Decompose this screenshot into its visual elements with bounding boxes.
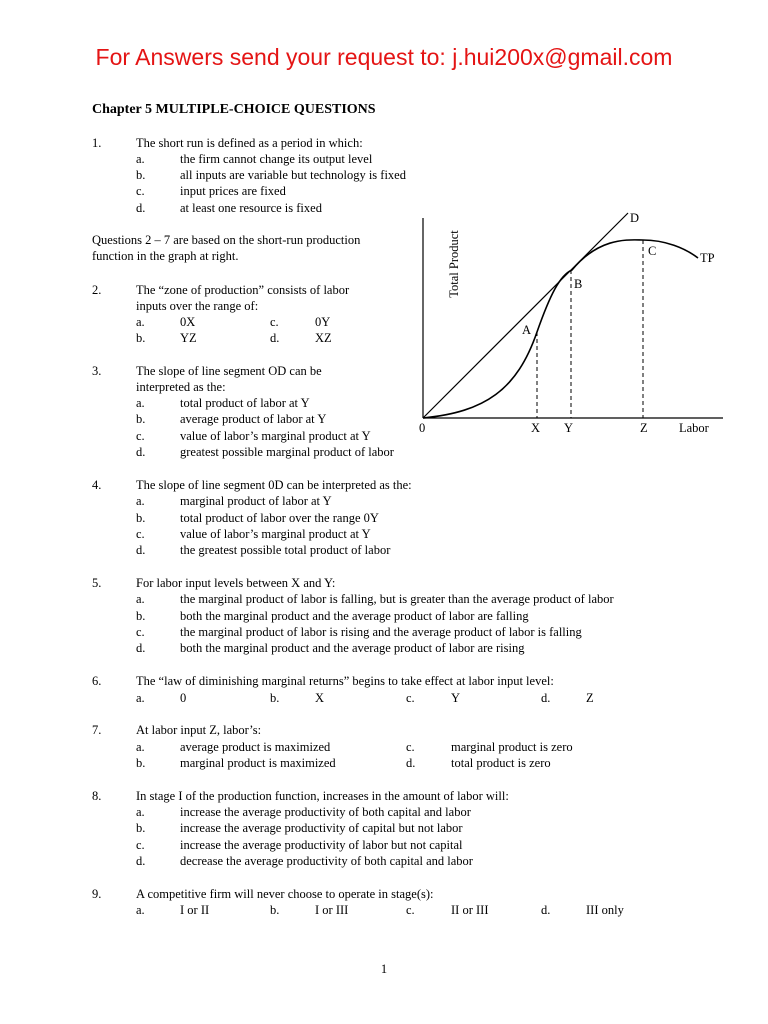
question-number: 5.: [92, 576, 102, 590]
option-c: value of labor’s marginal product at Y: [180, 527, 371, 541]
point-b-label: B: [574, 277, 583, 291]
option-letter: d.: [136, 641, 146, 655]
option-c: input prices are fixed: [180, 184, 286, 198]
option-b: total product of labor over the range 0Y: [180, 511, 379, 525]
option-letter: b.: [136, 412, 146, 426]
option-a: I or II: [180, 903, 210, 917]
option-a: 0X: [180, 315, 196, 329]
option-letter: c.: [270, 315, 279, 329]
option-c: 0Y: [315, 315, 331, 329]
x-axis-label: Labor: [679, 421, 709, 435]
tp-curve: [423, 240, 698, 418]
question-number: 7.: [92, 723, 102, 737]
point-c-label: C: [648, 244, 657, 258]
question-stem: For labor input levels between X and Y:: [136, 576, 336, 590]
option-c: the marginal product of labor is rising and the average product of labor is falling: [180, 625, 582, 639]
chapter-title: Chapter 5 MULTIPLE-CHOICE QUESTIONS: [92, 102, 376, 117]
x-tick-x: X: [531, 421, 541, 435]
question-number: 8.: [92, 789, 102, 803]
option-letter: a.: [136, 315, 145, 329]
graph-intro-line-1: Questions 2 – 7 are based on the short-run production: [92, 233, 361, 247]
option-letter: b.: [136, 609, 146, 623]
page-number: 1: [380, 962, 388, 976]
option-letter: b.: [136, 821, 146, 835]
option-letter: a.: [136, 903, 145, 917]
y-axis-label: Total Product: [447, 230, 461, 298]
option-letter: a.: [136, 691, 145, 705]
option-c: Y: [451, 691, 461, 705]
option-d: the greatest possible total product of labor: [180, 543, 391, 557]
answers-request-banner: For Answers send your request to: j.hui200x@gmail.com: [95, 44, 673, 70]
option-letter: d.: [136, 445, 146, 459]
question-number: 3.: [92, 364, 102, 378]
option-d: both the marginal product and the average product of labor are rising: [180, 641, 525, 655]
option-c: increase the average productivity of labor but not capital: [180, 838, 463, 852]
option-a: the marginal product of labor is falling, but is greater than the average product of labor: [180, 592, 614, 606]
option-a: 0: [180, 691, 187, 705]
option-b: both the marginal product and the average product of labor are falling: [180, 609, 529, 623]
option-letter: a.: [136, 805, 145, 819]
option-a: total product of labor at Y: [180, 396, 310, 410]
option-b: average product of labor at Y: [180, 412, 327, 426]
option-d: total product is zero: [451, 756, 551, 770]
option-d: Z: [586, 691, 594, 705]
question-stem: At labor input Z, labor’s:: [136, 723, 262, 737]
option-letter: d.: [541, 691, 551, 705]
graph-intro-line-2: function in the graph at right.: [92, 249, 239, 263]
option-letter: b.: [136, 756, 146, 770]
option-letter: d.: [136, 543, 146, 557]
option-b: X: [315, 691, 325, 705]
production-function-graph: [405, 200, 735, 445]
option-c: marginal product is zero: [451, 740, 573, 754]
option-b: YZ: [180, 331, 197, 345]
option-letter: a.: [136, 396, 145, 410]
question-number: 4.: [92, 478, 102, 492]
point-d-label: D: [630, 211, 640, 225]
question-stem: The “law of diminishing marginal returns” begins to take effect at labor input level:: [136, 674, 554, 688]
option-letter: c.: [136, 429, 145, 443]
option-letter: a.: [136, 592, 145, 606]
option-b: marginal product is maximized: [180, 756, 336, 770]
question-stem: The short run is defined as a period in which:: [136, 136, 363, 150]
option-letter: d.: [136, 854, 146, 868]
question-stem-line-1: The “zone of production” consists of labor: [136, 283, 350, 297]
question-number: 1.: [92, 136, 102, 150]
question-stem: A competitive firm will never choose to operate in stage(s):: [136, 887, 434, 901]
point-a-label: A: [522, 323, 532, 337]
option-d: greatest possible marginal product of labor: [180, 445, 394, 459]
option-letter: d.: [136, 201, 146, 215]
tp-curve-label: TP: [700, 251, 715, 265]
option-letter: c.: [136, 527, 145, 541]
option-a: the firm cannot change its output level: [180, 152, 373, 166]
question-stem: The slope of line segment 0D can be interpreted as the:: [136, 478, 412, 492]
option-letter: a.: [136, 152, 145, 166]
option-c: value of labor’s marginal product at Y: [180, 429, 371, 443]
question-stem: In stage I of the production function, increases in the amount of labor will:: [136, 789, 509, 803]
option-letter: c.: [406, 903, 415, 917]
option-letter: c.: [136, 625, 145, 639]
option-letter: a.: [136, 494, 145, 508]
option-a: marginal product of labor at Y: [180, 494, 332, 508]
option-letter: d.: [406, 756, 416, 770]
option-a: average product is maximized: [180, 740, 331, 754]
option-letter: b.: [270, 691, 280, 705]
option-b: increase the average productivity of capital but not labor: [180, 821, 463, 835]
option-d: decrease the average productivity of both capital and labor: [180, 854, 473, 868]
option-letter: c.: [136, 184, 145, 198]
question-number: 9.: [92, 887, 102, 901]
x-tick-y: Y: [564, 421, 574, 435]
question-stem-line-2: inputs over the range of:: [136, 299, 259, 313]
option-b: I or III: [315, 903, 349, 917]
option-d: at least one resource is fixed: [180, 201, 322, 215]
option-letter: d.: [541, 903, 551, 917]
option-a: increase the average productivity of both capital and labor: [180, 805, 471, 819]
option-d: III only: [586, 903, 624, 917]
option-letter: a.: [136, 740, 145, 754]
question-number: 6.: [92, 674, 102, 688]
option-letter: c.: [406, 691, 415, 705]
x-tick-z: Z: [640, 421, 648, 435]
question-stem-line-2: interpreted as the:: [136, 380, 226, 394]
option-letter: b.: [270, 903, 280, 917]
origin-label: 0: [419, 421, 426, 435]
option-letter: c.: [136, 838, 145, 852]
option-letter: b.: [136, 168, 146, 182]
option-letter: d.: [270, 331, 280, 345]
option-b: all inputs are variable but technology is fixed: [180, 168, 406, 182]
question-number: 2.: [92, 283, 102, 297]
option-d: XZ: [315, 331, 332, 345]
option-letter: b.: [136, 511, 146, 525]
question-stem-line-1: The slope of line segment OD can be: [136, 364, 322, 378]
option-letter: c.: [406, 740, 415, 754]
option-c: II or III: [451, 903, 489, 917]
option-letter: b.: [136, 331, 146, 345]
